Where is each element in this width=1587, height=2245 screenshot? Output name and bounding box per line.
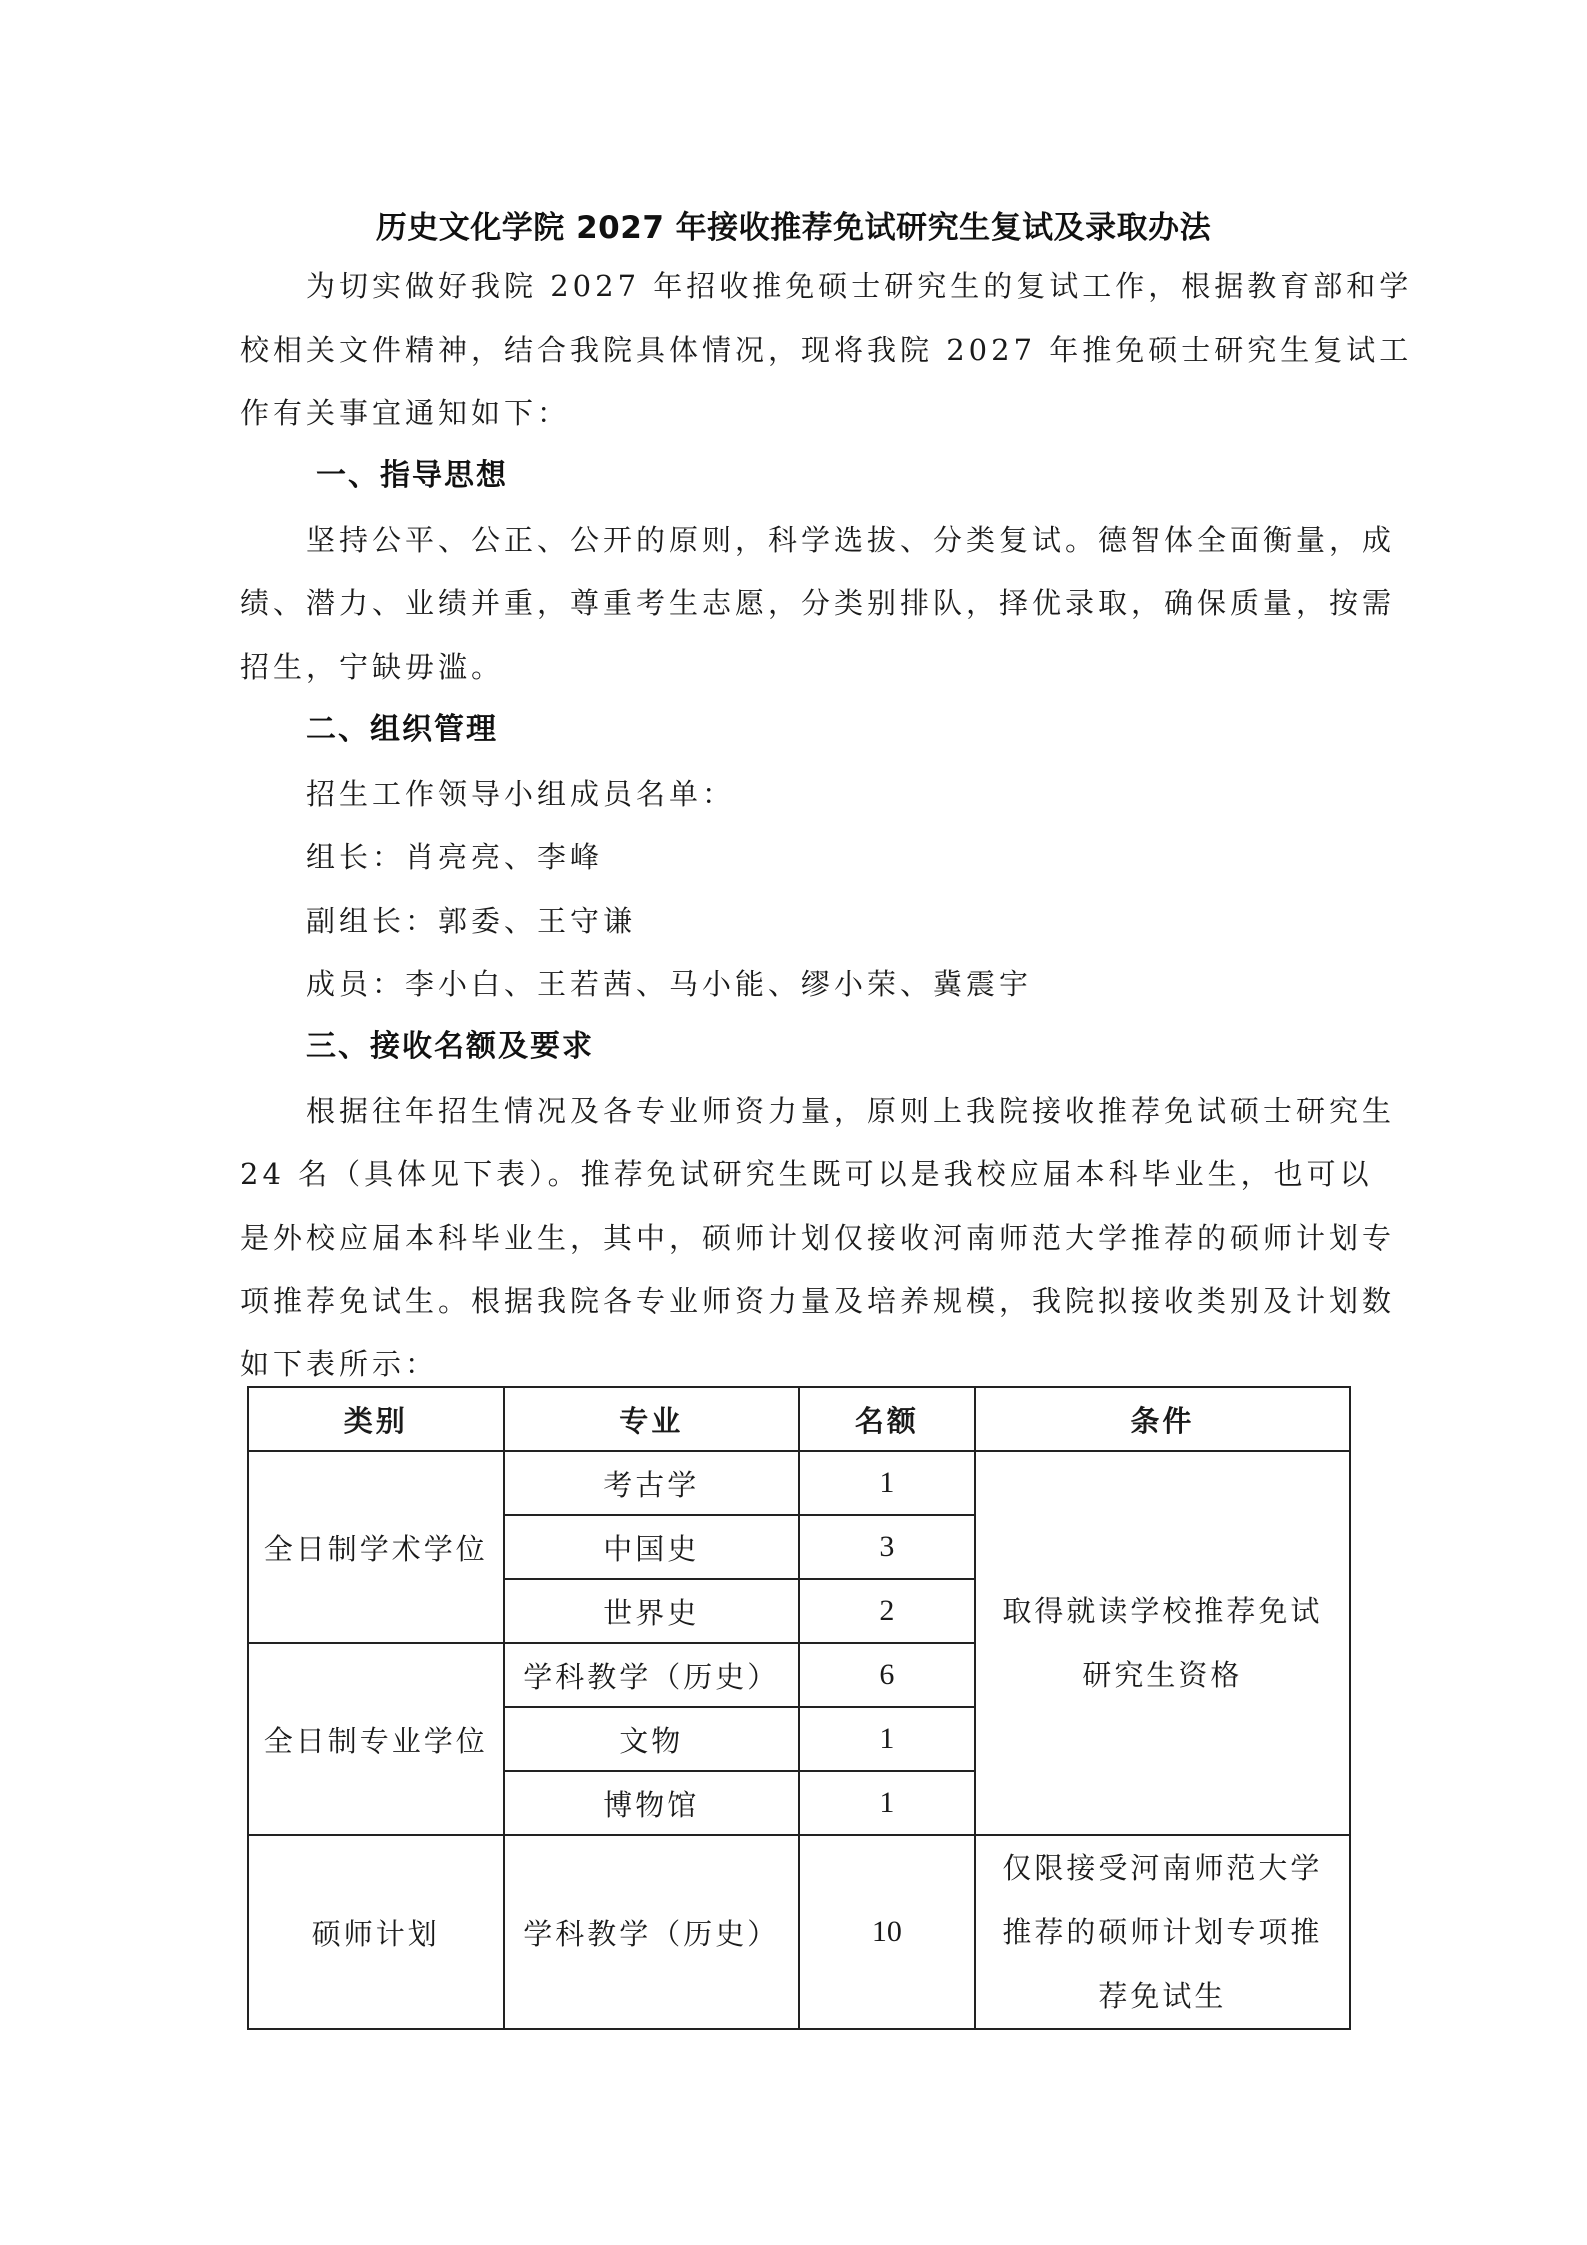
header-quota: 名额: [799, 1387, 975, 1451]
section-3-line-3: 是外校应届本科毕业生，其中，硕师计划仅接收河南师范大学推荐的硕师计划专: [240, 1221, 1396, 1255]
section-2-heading: 二、组织管理: [306, 712, 498, 747]
section-1-line-2: 绩、潜力、业绩并重，尊重考生志愿，分类别排队，择优录取，确保质量，按需: [240, 586, 1396, 620]
major-cell: 博物馆: [504, 1771, 800, 1835]
section-1-line-1: 坚持公平、公正、公开的原则，科学选拔、分类复试。德智体全面衡量，成: [306, 523, 1396, 557]
quota-table: [247, 1386, 1351, 2030]
major-cell: 学科教学（历史）: [504, 1643, 800, 1707]
intro-line-3: 作有关事宜通知如下：: [240, 396, 571, 430]
quota-cell: 6: [799, 1643, 975, 1707]
major-cell: 考古学: [504, 1451, 800, 1515]
condition-special-line-3: 荐免试生: [1098, 1979, 1227, 2013]
section-2-line-3: 副组长：郭委、王守谦: [306, 904, 637, 938]
category-cell: 全日制专业学位: [248, 1643, 504, 1835]
header-condition: 条件: [975, 1387, 1350, 1451]
major-cell: 文物: [504, 1707, 800, 1771]
section-2-line-2: 组长：肖亮亮、李峰: [306, 840, 604, 874]
quota-cell: 1: [799, 1451, 975, 1515]
table-header-row: [248, 1387, 1350, 1451]
quota-cell: 10: [799, 1835, 975, 2029]
table-row: [248, 1835, 1350, 2029]
header-category: 类别: [248, 1387, 504, 1451]
quota-cell: 3: [799, 1515, 975, 1579]
major-cell: 学科教学（历史）: [504, 1835, 800, 2029]
section-3-heading: 三、接收名额及要求: [306, 1029, 594, 1064]
major-cell: 中国史: [504, 1515, 800, 1579]
condition-general-line-1: 取得就读学校推荐免试: [1002, 1594, 1323, 1628]
table-row: [248, 1451, 1350, 1515]
document-title: 历史文化学院 2027 年接收推荐免试研究生复试及录取办法: [375, 210, 1212, 246]
quota-cell: 2: [799, 1579, 975, 1643]
quota-cell: 1: [799, 1771, 975, 1835]
section-2-line-4: 成员：李小白、王若茜、马小能、缪小荣、冀震宇: [306, 967, 1033, 1001]
condition-general-line-2: 研究生资格: [1082, 1658, 1243, 1692]
section-3-line-2: 24 名（具体见下表）。推荐免试研究生既可以是我校应届本科毕业生，也可以: [240, 1157, 1373, 1191]
section-3-line-5: 如下表所示：: [240, 1347, 439, 1381]
intro-line-1: 为切实做好我院 2027 年招收推免硕士研究生的复试工作，根据教育部和学: [306, 269, 1413, 303]
header-major: 专业: [504, 1387, 800, 1451]
quota-cell: 1: [799, 1707, 975, 1771]
intro-line-2: 校相关文件精神，结合我院具体情况，现将我院 2027 年推免硕士研究生复试工: [240, 333, 1413, 367]
category-cell: 硕师计划: [248, 1835, 504, 2029]
major-cell: 世界史: [504, 1579, 800, 1643]
section-3-line-4: 项推荐免试生。根据我院各专业师资力量及培养规模，我院拟接收类别及计划数: [240, 1284, 1396, 1318]
condition-special-line-2: 推荐的硕师计划专项推: [1002, 1915, 1323, 1949]
category-cell: 全日制学术学位: [248, 1451, 504, 1643]
section-1-heading: 一、指导思想: [316, 458, 508, 493]
section-1-line-3: 招生，宁缺毋滥。: [240, 650, 505, 684]
condition-special-line-1: 仅限接受河南师范大学: [1002, 1851, 1323, 1885]
section-3-line-1: 根据往年招生情况及各专业师资力量，原则上我院接收推荐免试硕士研究生: [306, 1094, 1396, 1128]
condition-cell-special: [975, 1835, 1350, 2029]
section-2-line-1: 招生工作领导小组成员名单：: [306, 777, 736, 811]
condition-cell: [975, 1451, 1350, 1835]
